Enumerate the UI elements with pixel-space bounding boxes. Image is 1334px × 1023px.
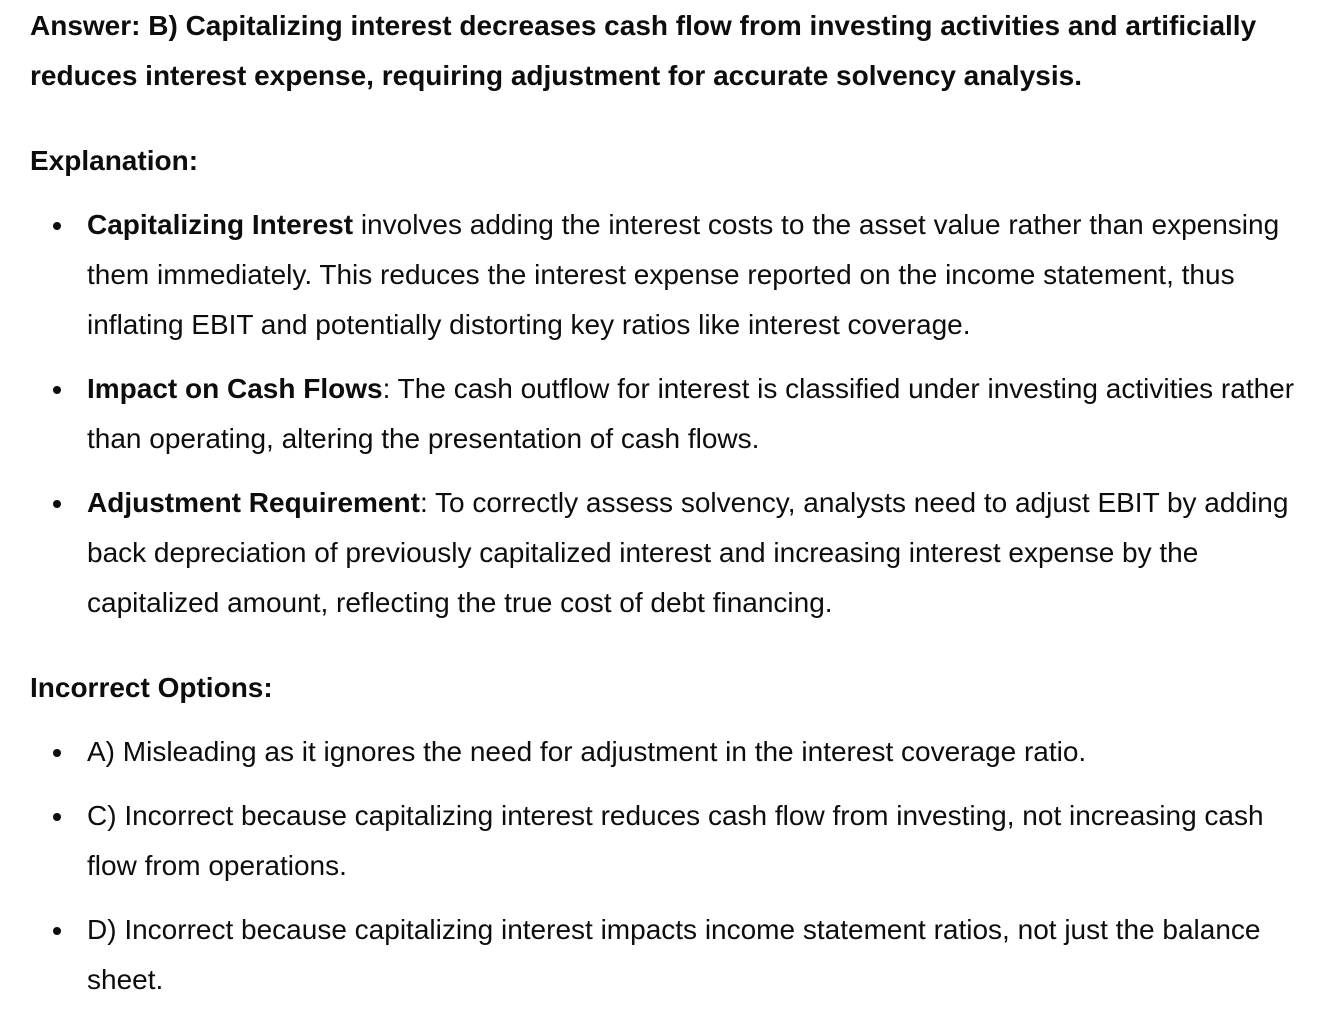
incorrect-option-item: A) Misleading as it ignores the need for adjustment in the interest coverage ratio. bbox=[30, 727, 1307, 777]
explanation-text: involves adding the interest costs to the asset value rather than expensing them immediately. This reduces the interest expense reported on the income statement, thus inflating EBIT and potentially distorting key ratios like interest coverage. bbox=[87, 209, 1280, 340]
explanation-item bbox=[30, 200, 1307, 350]
explanation-term: Adjustment Requirement bbox=[87, 487, 420, 518]
explanation-term: Impact on Cash Flows bbox=[87, 373, 383, 404]
explanation-text: : The cash outflow for interest is classified under investing activities rather than operating, altering the presentation of cash flows. bbox=[87, 373, 1295, 454]
incorrect-options-heading: Incorrect Options: bbox=[30, 672, 273, 703]
explanation-term: Capitalizing Interest bbox=[87, 209, 354, 240]
incorrect-option-item: C) Incorrect because capitalizing interest reduces cash flow from investing, not increasing cash flow from operations. bbox=[30, 791, 1307, 891]
incorrect-option-item: D) Incorrect because capitalizing interest impacts income statement ratios, not just the balance sheet. bbox=[30, 905, 1307, 1005]
explanation-heading: Explanation: bbox=[30, 145, 199, 176]
explanation-item bbox=[30, 478, 1307, 628]
explanation-text: : To correctly assess solvency, analysts need to adjust EBIT by adding back depreciation of previously capitalized interest and increasing interest expense by the capitalized amount, reflecting the true cost of debt financing. bbox=[87, 487, 1289, 618]
answer-statement: Answer: B) Capitalizing interest decreases cash flow from investing activities and artificially reduces interest expense, requiring adjustment for accurate solvency analysis. bbox=[30, 10, 1257, 91]
explanation-item bbox=[30, 364, 1307, 464]
explanation-list bbox=[30, 200, 1304, 628]
incorrect-options-list bbox=[30, 727, 1304, 1005]
